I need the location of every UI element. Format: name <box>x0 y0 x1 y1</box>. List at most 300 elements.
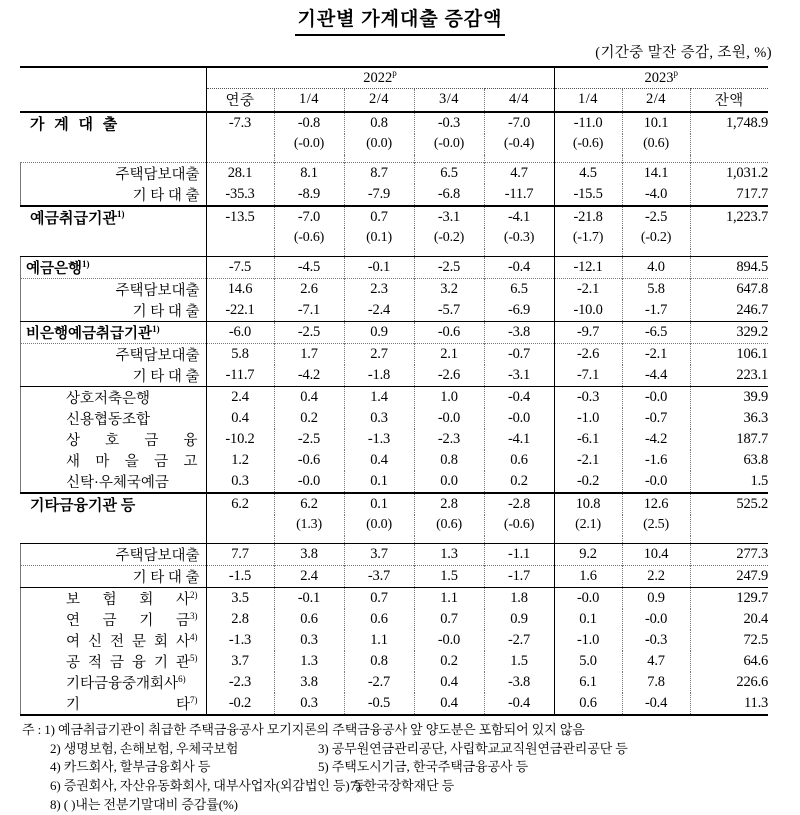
cell-value: -2.6 <box>554 343 622 365</box>
table-row <box>20 471 768 493</box>
cell-value: 0.7 <box>344 206 414 228</box>
cell-value: -1.0 <box>554 630 622 651</box>
cell-subvalue: (-0.3) <box>484 228 554 249</box>
header-year-2023 <box>554 67 768 89</box>
cell-value: 0.3 <box>344 408 414 429</box>
cell-value: -11.7 <box>484 184 554 206</box>
table-row <box>20 112 768 134</box>
cell-value: 12.6 <box>622 493 690 515</box>
cell-value: -1.6 <box>622 450 690 471</box>
header-col-3: 3/4 <box>414 88 484 112</box>
cell-value: 0.0 <box>414 471 484 493</box>
cell-value: -1.7 <box>622 300 690 322</box>
cell-value: 329.2 <box>690 321 768 343</box>
cell-subvalue: (-0.2) <box>414 228 484 249</box>
cell-value: 1.5 <box>414 565 484 587</box>
row-label-footnote-marker: 5) <box>190 652 198 663</box>
cell-value: 1,748.9 <box>690 112 768 134</box>
row-label: 여 신 전 문 회 사$^{4)}$ <box>66 631 198 650</box>
cell-value: -1.1 <box>484 543 554 565</box>
cell-value: 5.8 <box>206 343 274 365</box>
cell-value: 2.8 <box>206 609 274 630</box>
cell-value: 106.1 <box>690 343 768 365</box>
cell-value: 1.6 <box>554 565 622 587</box>
cell-value: 2.6 <box>274 278 344 300</box>
table-spacer-cell <box>414 249 484 257</box>
cell-value: 1.0 <box>414 386 484 408</box>
cell-value: -1.0 <box>554 408 622 429</box>
table-row <box>20 184 768 206</box>
table-subrow <box>20 228 768 249</box>
cell-value: 0.9 <box>622 587 690 609</box>
cell-value: -7.5 <box>206 256 274 278</box>
footnote-5: 5) 주택도시기금, 한국주택금융공사 등 <box>318 759 529 775</box>
cell-value: -4.1 <box>484 429 554 450</box>
cell-value: 3.5 <box>206 587 274 609</box>
cell-value: -0.4 <box>484 386 554 408</box>
header-col-4: 4/4 <box>484 88 554 112</box>
table-row <box>20 300 768 322</box>
cell-value: -6.8 <box>414 184 484 206</box>
header-year-2022 <box>206 67 554 89</box>
table-row <box>20 278 768 300</box>
cell-value: 9.2 <box>554 543 622 565</box>
table-spacer-row <box>20 536 768 544</box>
row-label: 기 타 대 출 <box>132 368 200 385</box>
cell-value: 0.6 <box>484 450 554 471</box>
cell-value: 4.7 <box>484 162 554 184</box>
cell-value: -0.4 <box>484 256 554 278</box>
cell-value: 1.8 <box>484 587 554 609</box>
footnote-6-line <box>22 777 780 796</box>
cell-value: 6.2 <box>206 493 274 515</box>
cell-subvalue: (-0.0) <box>414 134 484 155</box>
row-label: 신탁·우체국예금 <box>66 474 169 491</box>
cell-value: 0.7 <box>344 587 414 609</box>
cell-value: -0.8 <box>274 112 344 134</box>
cell-subvalue: (-1.7) <box>554 228 622 249</box>
cell-subvalue: (1.3) <box>274 515 344 536</box>
cell-value: 0.7 <box>414 609 484 630</box>
footnote-6: 6) 증권회사, 자산유동화회사, 대부사업자(외감법인 등) 등 <box>50 778 366 794</box>
cell-subvalue: (-0.6) <box>484 515 554 536</box>
cell-value: 129.7 <box>690 587 768 609</box>
cell-value: -0.0 <box>554 587 622 609</box>
cell-value: -0.6 <box>414 321 484 343</box>
cell-value: -3.8 <box>484 321 554 343</box>
cell-value: -0.3 <box>622 630 690 651</box>
cell-subvalue <box>206 134 274 155</box>
footnote-1-line <box>22 721 780 740</box>
table-row <box>20 565 768 587</box>
cell-value: -21.8 <box>554 206 622 228</box>
cell-subvalue <box>690 515 768 536</box>
cell-value: 2.3 <box>344 278 414 300</box>
footnotes <box>22 721 780 815</box>
cell-value: 20.4 <box>743 610 769 627</box>
cell-value: -2.7 <box>344 672 414 693</box>
cell-subvalue: (-0.0) <box>274 134 344 155</box>
row-label: 주택담보대출 <box>115 547 200 564</box>
cell-value: 8.1 <box>274 162 344 184</box>
cell-value: 0.1 <box>344 493 414 515</box>
cell-value: -35.3 <box>206 184 274 206</box>
unit-note: (기간중 말잔 증감, 조원, %) <box>595 44 772 61</box>
row-label-footnote-marker: 4) <box>190 631 198 642</box>
cell-value: 2.1 <box>414 343 484 365</box>
cell-value: 525.2 <box>690 493 768 515</box>
cell-value: -4.4 <box>622 365 690 387</box>
cell-value: 7.8 <box>622 672 690 693</box>
cell-value: -0.0 <box>414 408 484 429</box>
footnote-8-line <box>22 796 780 815</box>
row-label: 기타금융기관 등 <box>30 497 136 514</box>
cell-value: -11.7 <box>206 365 274 387</box>
cell-value: 1.1 <box>414 587 484 609</box>
cell-value: -2.5 <box>274 321 344 343</box>
table-spacer-row <box>20 155 768 163</box>
cell-value: -7.0 <box>274 206 344 228</box>
cell-value: 10.1 <box>622 112 690 134</box>
cell-value: 2.7 <box>344 343 414 365</box>
row-label: 기타금융중개회사$^{6)}$ <box>66 673 186 692</box>
cell-value: 72.5 <box>743 631 769 648</box>
row-label: 연 금 기 금$^{3)}$ <box>66 610 198 629</box>
cell-subvalue <box>206 228 274 249</box>
cell-value: -0.2 <box>554 471 622 493</box>
cell-value: -15.5 <box>554 184 622 206</box>
cell-value: 246.7 <box>736 301 769 318</box>
table-spacer-cell <box>206 249 274 257</box>
header-year-row <box>20 67 768 89</box>
cell-value: 3.7 <box>206 651 274 672</box>
header-year-2023-label: 2023 <box>644 70 674 87</box>
cell-value: 6.2 <box>274 493 344 515</box>
row-label-footnote-marker: 6) <box>178 673 186 684</box>
table-row <box>20 609 768 630</box>
cell-value: -0.0 <box>622 386 690 408</box>
header-col-6: 2/4 <box>622 88 690 112</box>
cell-value: -6.0 <box>206 321 274 343</box>
cell-value: 647.8 <box>690 278 768 300</box>
cell-value: -4.1 <box>484 206 554 228</box>
cell-value: 226.6 <box>736 673 769 690</box>
cell-value: 2.4 <box>274 565 344 587</box>
row-label: 상 호 금 융 <box>66 432 198 449</box>
table-row <box>20 206 768 228</box>
cell-value: 11.3 <box>690 693 768 715</box>
table-row <box>20 429 768 450</box>
table-spacer-cell <box>344 155 414 163</box>
table-subrow <box>20 515 768 536</box>
cell-value: -3.8 <box>484 672 554 693</box>
cell-subvalue <box>690 134 768 155</box>
cell-value: 36.3 <box>743 409 769 426</box>
cell-value: 4.0 <box>622 256 690 278</box>
cell-value: -2.3 <box>206 672 274 693</box>
table-row <box>20 587 768 609</box>
table-container <box>20 66 768 716</box>
cell-value: -1.3 <box>206 630 274 651</box>
cell-value: 0.2 <box>414 651 484 672</box>
header-col-1: 1/4 <box>274 88 344 112</box>
cell-value: 0.4 <box>344 450 414 471</box>
cell-value: -0.4 <box>622 693 690 715</box>
cell-value: 1,031.2 <box>690 162 768 184</box>
table-row <box>20 493 768 515</box>
table-spacer-cell <box>690 249 768 257</box>
cell-value: -6.5 <box>622 321 690 343</box>
cell-value: -8.9 <box>274 184 344 206</box>
table-row <box>20 543 768 565</box>
cell-value: -2.1 <box>554 450 622 471</box>
cell-value: 6.1 <box>554 672 622 693</box>
cell-subvalue: (2.1) <box>554 515 622 536</box>
table-row <box>20 256 768 278</box>
cell-subvalue: (-0.2) <box>622 228 690 249</box>
cell-value: 63.8 <box>743 451 769 468</box>
row-label: 기 타 대 출 <box>132 187 200 204</box>
cell-value: -7.0 <box>484 112 554 134</box>
row-label: 신용협동조합 <box>66 411 151 428</box>
cell-subvalue: (0.6) <box>622 134 690 155</box>
cell-value: -0.0 <box>622 609 690 630</box>
row-label: 기 타$^{7)}$ <box>66 694 198 713</box>
cell-value: 0.6 <box>344 609 414 630</box>
header-col-2: 2/4 <box>344 88 414 112</box>
page-title: 기관별 가계대출 증감액 <box>295 8 504 36</box>
cell-value: -0.4 <box>484 693 554 715</box>
cell-subvalue: (2.5) <box>622 515 690 536</box>
table-spacer-cell <box>414 155 484 163</box>
cell-value: 4.5 <box>554 162 622 184</box>
cell-value: -6.9 <box>484 300 554 322</box>
cell-value: -5.7 <box>414 300 484 322</box>
row-label: 보 험 회 사$^{2)}$ <box>66 589 198 608</box>
cell-value: 894.5 <box>690 256 768 278</box>
cell-value: -3.7 <box>344 565 414 587</box>
row-label-footnote-marker: 7) <box>190 694 198 705</box>
cell-value: -2.5 <box>622 206 690 228</box>
table-spacer-cell <box>484 155 554 163</box>
household-loan-table <box>20 66 768 716</box>
cell-value: -13.5 <box>206 206 274 228</box>
cell-value: -4.2 <box>622 429 690 450</box>
cell-value: -2.5 <box>414 256 484 278</box>
table-spacer-cell <box>206 536 274 544</box>
cell-value: 1.5 <box>484 651 554 672</box>
cell-value: -4.5 <box>274 256 344 278</box>
row-label: 주택담보대출 <box>115 282 200 299</box>
cell-value: -11.0 <box>554 112 622 134</box>
footnote-2-line <box>22 740 780 759</box>
cell-value: 3.2 <box>414 278 484 300</box>
cell-value: 10.4 <box>622 543 690 565</box>
header-year-2023-sup: p <box>673 68 679 79</box>
cell-value: -0.1 <box>274 587 344 609</box>
row-label: 기 타 대 출 <box>132 569 200 586</box>
row-label: 주택담보대출 <box>115 166 200 183</box>
cell-value: 2.4 <box>206 386 274 408</box>
row-label: 주택담보대출 <box>115 347 200 364</box>
row-label-footnote-marker: 2) <box>190 589 198 600</box>
row-label: 비은행예금취급기관$^{1)}$ <box>26 323 160 342</box>
cell-value: 10.8 <box>554 493 622 515</box>
header-corner-blank <box>20 67 206 89</box>
row-label-footnote-marker: 1) <box>152 323 160 334</box>
cell-value: -2.4 <box>344 300 414 322</box>
cell-value: -2.8 <box>484 493 554 515</box>
footnote-1: 1) 예금취급기관이 취급한 주택금융공사 모기지론의 주택금융공사 앞 양도분은 포함되어 있지 않음 <box>44 721 585 737</box>
footnote-8: 8) ( )내는 전분기말대비 증감률(%) <box>50 797 238 813</box>
footnote-7: 7) 한국장학재단 등 <box>350 778 455 794</box>
cell-value: -4.2 <box>274 365 344 387</box>
cell-value: -7.1 <box>554 365 622 387</box>
table-spacer-row <box>20 249 768 257</box>
cell-value: -0.3 <box>554 386 622 408</box>
table-spacer-cell <box>414 536 484 544</box>
cell-value: 187.7 <box>736 430 769 447</box>
table-spacer-cell <box>344 536 414 544</box>
row-label: 예금취급기관$^{1)}$ <box>30 208 125 227</box>
cell-value: 0.2 <box>484 471 554 493</box>
cell-subvalue: (0.0) <box>344 515 414 536</box>
cell-value: 0.6 <box>554 693 622 715</box>
table-spacer-cell <box>206 155 274 163</box>
table-spacer-cell <box>274 536 344 544</box>
cell-subvalue <box>690 228 768 249</box>
footnote-4: 4) 카드회사, 할부금융회사 등 <box>50 759 211 775</box>
cell-value: 4.7 <box>622 651 690 672</box>
cell-value: 1.5 <box>750 472 769 489</box>
cell-value: 2.2 <box>622 565 690 587</box>
cell-value: -9.7 <box>554 321 622 343</box>
cell-value: 1,223.7 <box>690 206 768 228</box>
row-label: 새 마 을 금 고 <box>66 453 198 470</box>
cell-subvalue: (-0.6) <box>554 134 622 155</box>
cell-value: 277.3 <box>690 543 768 565</box>
row-label-footnote-marker: 1) <box>82 258 90 269</box>
header-year-2022-sup: p <box>392 68 397 79</box>
cell-value: -7.1 <box>274 300 344 322</box>
cell-subvalue <box>206 515 274 536</box>
cell-subvalue: (0.6) <box>414 515 484 536</box>
cell-value: -1.3 <box>344 429 414 450</box>
cell-value: -2.7 <box>484 630 554 651</box>
table-row <box>20 365 768 387</box>
table-row <box>20 630 768 651</box>
cell-value: 1.2 <box>206 450 274 471</box>
cell-value: 247.9 <box>690 565 768 587</box>
cell-value: 5.0 <box>554 651 622 672</box>
table-row <box>20 321 768 343</box>
cell-value: 0.9 <box>344 321 414 343</box>
cell-value: -1.8 <box>344 365 414 387</box>
cell-value: -0.7 <box>484 343 554 365</box>
cell-value: -10.0 <box>554 300 622 322</box>
cell-value: -0.1 <box>344 256 414 278</box>
cell-value: 0.1 <box>554 609 622 630</box>
cell-value: -7.9 <box>344 184 414 206</box>
table-header <box>20 67 768 112</box>
table-spacer-cell <box>554 249 622 257</box>
cell-value: 28.1 <box>206 162 274 184</box>
table-row <box>20 386 768 408</box>
table-body <box>20 112 768 715</box>
cell-value: 0.6 <box>274 609 344 630</box>
table-row <box>20 651 768 672</box>
cell-subvalue: (-0.6) <box>274 228 344 249</box>
cell-value: 3.8 <box>274 543 344 565</box>
cell-subvalue: (-0.4) <box>484 134 554 155</box>
footnote-2: 2) 생명보험, 손해보험, 우체국보험 <box>50 740 239 756</box>
cell-value: -3.1 <box>414 206 484 228</box>
cell-value: 1.3 <box>414 543 484 565</box>
row-label: 공 적 금 융 기 관$^{5)}$ <box>66 652 198 671</box>
cell-subvalue: (0.1) <box>344 228 414 249</box>
cell-value: -0.6 <box>274 450 344 471</box>
row-label-footnote-marker: 3) <box>190 610 198 621</box>
cell-value: 717.7 <box>736 185 769 202</box>
cell-value: -0.0 <box>622 471 690 493</box>
cell-value: 0.2 <box>274 408 344 429</box>
table-row <box>20 408 768 429</box>
cell-value: 0.8 <box>344 651 414 672</box>
table-spacer-cell <box>690 155 768 163</box>
cell-value: 6.5 <box>484 278 554 300</box>
cell-value: -3.1 <box>484 365 554 387</box>
table-row <box>20 343 768 365</box>
cell-value: 0.4 <box>206 408 274 429</box>
table-row <box>20 672 768 693</box>
cell-value: 14.1 <box>622 162 690 184</box>
header-col-0: 연중 <box>206 88 274 112</box>
cell-value: -0.0 <box>274 471 344 493</box>
cell-value: 0.3 <box>274 630 344 651</box>
cell-value: 0.8 <box>414 450 484 471</box>
cell-value: 0.3 <box>206 471 274 493</box>
cell-value: 14.6 <box>206 278 274 300</box>
table-row <box>20 693 768 715</box>
cell-value: 5.8 <box>622 278 690 300</box>
header-col-7: 잔액 <box>690 88 768 112</box>
cell-value: 39.9 <box>690 386 768 408</box>
cell-value: 1.4 <box>344 386 414 408</box>
table-spacer-cell <box>274 249 344 257</box>
row-label: 가 계 대 출 <box>30 116 121 133</box>
cell-value: 1.1 <box>344 630 414 651</box>
table-subrow <box>20 134 768 155</box>
cell-value: -0.0 <box>484 408 554 429</box>
cell-value: -1.7 <box>484 565 554 587</box>
table-spacer-cell <box>344 249 414 257</box>
cell-value: 2.8 <box>414 493 484 515</box>
cell-value: -4.0 <box>622 184 690 206</box>
cell-value: 3.8 <box>274 672 344 693</box>
cell-value: 1.7 <box>274 343 344 365</box>
cell-value: 7.7 <box>206 543 274 565</box>
header-column-row <box>20 88 768 112</box>
header-year-2022-label: 2022 <box>363 70 393 87</box>
cell-value: -0.0 <box>414 630 484 651</box>
cell-value: -0.7 <box>622 408 690 429</box>
cell-value: -10.2 <box>206 429 274 450</box>
table-spacer-cell <box>554 536 622 544</box>
cell-value: 0.4 <box>414 672 484 693</box>
cell-value: 0.9 <box>484 609 554 630</box>
cell-value: 8.7 <box>344 162 414 184</box>
table-spacer-cell <box>274 155 344 163</box>
